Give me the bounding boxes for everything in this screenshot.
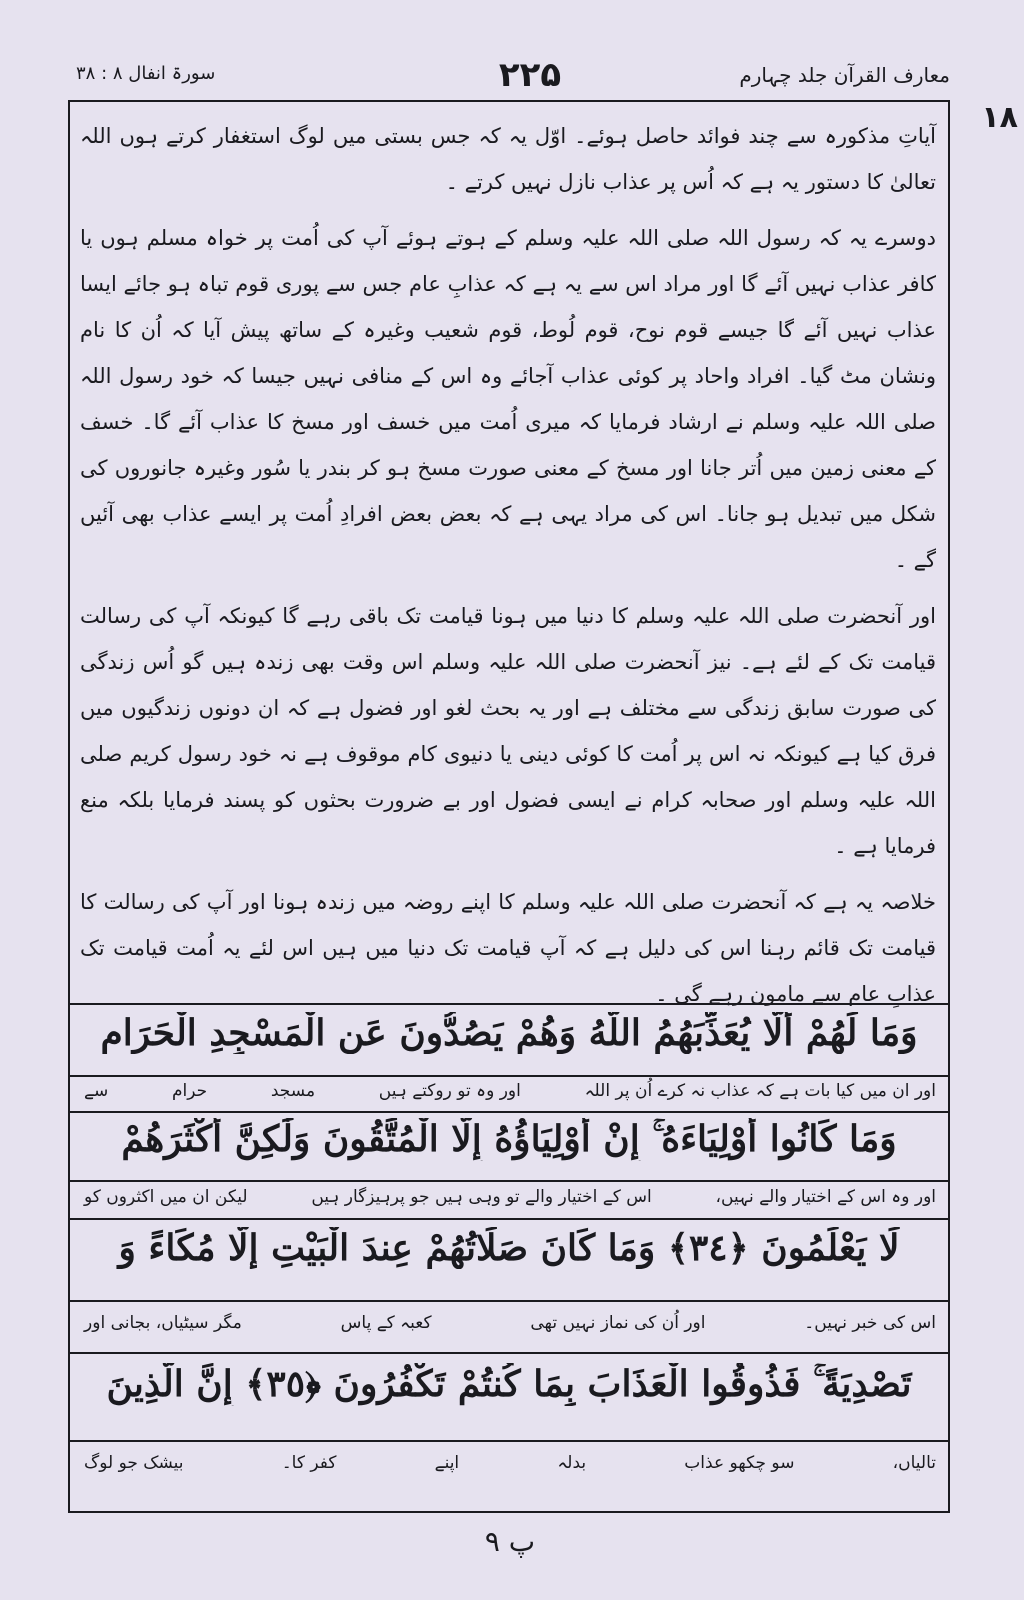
page-header [70, 55, 950, 95]
translation-word: اور وہ اس کے اختیار والے نہیں، [715, 1187, 936, 1207]
divider [70, 1218, 948, 1220]
commentary-paragraph: آیاتِ مذکورہ سے چند فوائد حاصل ہوئے۔ اوّل یہ کہ جس بستی میں لوگ استغفار کرتے ہوں اللہ تعالیٰ کا دستور یہ ہے کہ اُس پر عذاب نازل نہیں کرتے ۔ [80, 124, 936, 194]
translation-word: حرام [172, 1080, 208, 1101]
book-title: معارف القرآن جلد چہارم [739, 63, 950, 87]
divider [70, 1440, 948, 1442]
verse-translation [84, 1080, 936, 1101]
divider [70, 1300, 948, 1302]
translation-word: سو چکھو عذاب [684, 1452, 795, 1473]
juz-marker: پ ۹ [484, 1525, 536, 1558]
verse-arabic: وَمَا لَهُمْ أَلَّا يُعَذِّبَهُمُ اللَّهُ وَهُمْ يَصُدُّونَ عَنِ الْمَسْجِدِ الْحَرَامِ [100, 1012, 918, 1054]
divider [70, 1075, 948, 1077]
translation-word: اس کے اختیار والے تو وہی ہیں جو پرہیزگار ہیں [311, 1187, 652, 1207]
translation-word: سے [84, 1081, 109, 1101]
translation-word: کعبہ کے پاس [340, 1313, 432, 1333]
commentary-block [72, 113, 944, 1027]
translation-word: اور ان میں کیا بات ہے کہ عذاب نہ کرے اُن پر اللہ [584, 1081, 936, 1101]
translation-word: بیشک جو لوگ [84, 1452, 184, 1473]
divider [70, 1352, 948, 1354]
commentary-paragraph: خلاصہ یہ ہے کہ آنحضرت صلی اللہ علیہ وسلم کا اپنے روضہ میں زندہ ہونا اور آپ کی رسالت کا قیامت تک قائم رہنا اس کی دلیل ہے کہ آپ قیامت تک دنیا میں ہیں اس لئے یہ اُمت قیامت تک عذابِ عام سے مامون رہے گی ۔ [80, 890, 936, 1006]
divider [70, 1180, 948, 1182]
translation-word: اور اُن کی نماز نہیں تھی [530, 1313, 706, 1333]
verse-arabic: وَمَا كَانُوا أَوْلِيَاءَهُ ۚ إِنْ أَوْلِيَاؤُهُ إِلَّا الْمُتَّقُونَ وَلَٰكِنَّ أَكْثَرَهُمْ [121, 1118, 897, 1160]
margin-mark: ۱۸ [981, 100, 1018, 135]
translation-word: اور وہ تو روکتے ہیں [378, 1081, 521, 1101]
translation-word: اس کی خبر نہیں۔ [804, 1313, 936, 1333]
verse-translation [84, 1452, 936, 1473]
translation-word: اپنے [434, 1453, 460, 1473]
verse-translation [84, 1312, 936, 1333]
translation-word: بدلہ [557, 1453, 587, 1473]
surah-reference: سورۃ انفال ۸ : ۳۸ [76, 63, 216, 84]
translation-word: کفر کا۔ [281, 1453, 337, 1473]
verse-arabic: تَصْدِيَةً ۚ فَذُوقُوا الْعَذَابَ بِمَا كُنتُمْ تَكْفُرُونَ ﴿٣٥﴾ إِنَّ الَّذِينَ [106, 1363, 912, 1405]
translation-word: تالیاں، [892, 1452, 936, 1473]
verse-translation [84, 1186, 936, 1207]
translation-word: مسجد [270, 1080, 316, 1101]
divider [70, 1111, 948, 1113]
verse-arabic: لَا يَعْلَمُونَ ﴿٣٤﴾ وَمَا كَانَ صَلَاتُهُمْ عِندَ الْبَيْتِ إِلَّا مُكَاءً وَ [118, 1227, 900, 1269]
commentary-paragraph: اور آنحضرت صلی اللہ علیہ وسلم کا دنیا میں ہونا قیامت تک باقی رہے گا کیونکہ آپ کی رسالت قیامت تک کے لئے ہے۔ نیز آنحضرت صلی اللہ علیہ وسلم اس وقت بھی زندہ ہیں گو اُس زندگی کی صورت سابق زندگی سے مختلف ہے اور یہ بحث لغو اور فضول ہے کہ ان دونوں زندگیوں میں فرق کیا ہے کیونکہ نہ اس پر اُمت کا کوئی دینی یا دنیوی کام موقوف ہے نہ خود رسول کریم صلی اللہ علیہ وسلم اور صحابہ کرام نے ایسی فضول اور بے ضرورت بحثوں کو پسند فرمایا بلکہ منع فرمایا ہے ۔ [80, 604, 936, 858]
translation-word: لیکن ان میں اکثروں کو [84, 1186, 248, 1207]
page-number: ۲۲۵ [498, 55, 562, 95]
divider [70, 1003, 948, 1005]
commentary-paragraph: دوسرے یہ کہ رسول اللہ صلی اللہ علیہ وسلم کے ہوتے ہوئے آپ کی اُمت پر خواہ مسلم ہوں یا کافر عذاب نہیں آئے گا اور مراد اس سے یہ ہے کہ عذابِ عام جس سے پوری قوم تباہ ہو جائے ایسا عذاب نہیں آئے گا جیسے قوم نوح، قوم لُوط، قوم شعیب وغیرہ کے ساتھ پیش آیا کہ اُن کا نام ونشان مٹ گیا۔ افراد واحاد پر کوئی عذاب آجائے وہ اس کے منافی نہیں جیسا کہ خود رسول اللہ صلی اللہ علیہ وسلم نے ارشاد فرمایا کہ میری اُمت میں خسف اور مسخ کا عذاب آئے گا۔ خسف کے معنی زمین میں اُتر جانا اور مسخ کے معنی صورت مسخ ہو کر بندر یا سُور وغیرہ جانوروں کی شکل میں تبدیل ہو جانا۔ اس کی مراد یہی ہے کہ بعض بعض افرادِ اُمت پر ایسے عذاب بھی آئیں گے ۔ [80, 226, 936, 572]
translation-word: مگر سیٹیاں، بجانی اور [84, 1312, 242, 1333]
